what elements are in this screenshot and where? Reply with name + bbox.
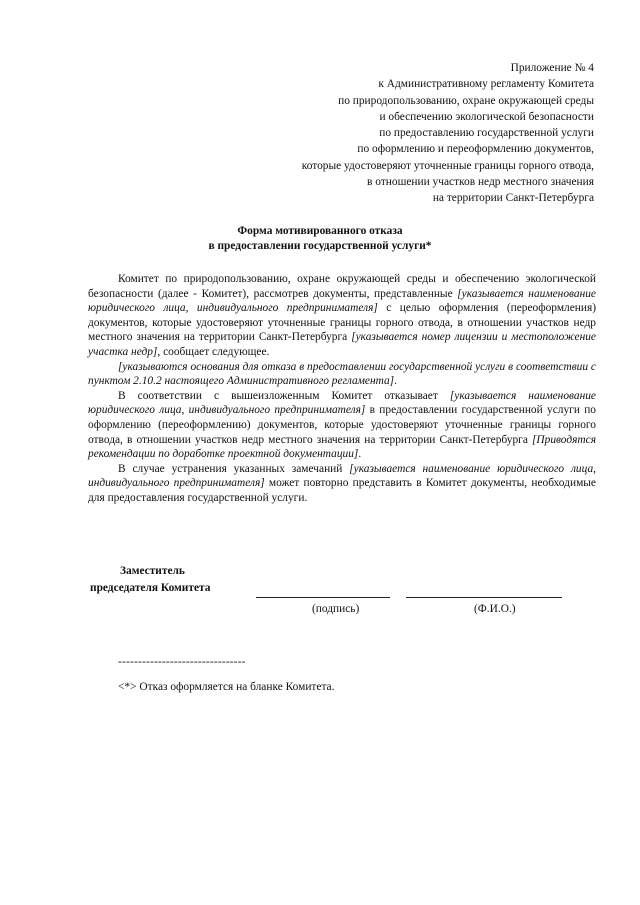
appendix-line: по предоставлению государственной услуги bbox=[379, 127, 594, 140]
signature-line bbox=[256, 597, 390, 598]
letter-body bbox=[88, 272, 596, 506]
signer-title bbox=[90, 563, 210, 597]
text-segment: В случае устранения указанных замечаний bbox=[118, 462, 350, 475]
footnote-separator: -------------------------------- bbox=[118, 656, 246, 668]
placeholder-license-number: [указывается номер лицензии и местоположение участка недр] bbox=[88, 331, 596, 358]
signature-caption: (подпись) bbox=[312, 603, 360, 615]
footnote-text: <*> Отказ оформляется на бланке Комитета. bbox=[118, 681, 335, 693]
appendix-line: и обеспечению экологической безопасности bbox=[379, 110, 594, 123]
placeholder-recommendations: [Приводятся рекомендации по доработке проектной документации] bbox=[88, 433, 596, 461]
paragraph-4 bbox=[88, 462, 596, 506]
paragraph-3 bbox=[88, 389, 596, 462]
text-segment: в предоставлении государственной услуги по оформлению (переоформлению) документов, которые удостоверяют уточненные границы горного отвода, в отношении участков недр местного значения на территории Санкт-Петербурга bbox=[88, 404, 596, 446]
signer-role-line1: Заместитель bbox=[120, 565, 185, 577]
paragraph-2 bbox=[88, 360, 596, 389]
text-segment: может повторно представить в Комитет документы, необходимые для предоставления государственной услуги. bbox=[88, 477, 596, 504]
placeholder-applicant-name: [указывается наименование юридического лица, индивидуального предпринимателя] bbox=[88, 389, 596, 417]
form-title bbox=[0, 224, 640, 254]
form-title-line1: Форма мотивированного отказа bbox=[237, 225, 403, 237]
form-title-line2: в предоставлении государственной услуги* bbox=[208, 240, 432, 252]
appendix-line: к Административному регламенту Комитета bbox=[378, 78, 594, 91]
appendix-line: на территории Санкт-Петербурга bbox=[432, 192, 594, 205]
paragraph-1 bbox=[88, 272, 596, 360]
name-line bbox=[406, 597, 562, 598]
appendix-line: по природопользованию, охране окружающей среды bbox=[338, 94, 594, 107]
placeholder-applicant-name: [указывается наименование юридического лица, индивидуального предпринимателя] bbox=[88, 462, 596, 490]
appendix-line: в отношении участков недр местного значения bbox=[367, 176, 594, 189]
text-segment: с целью оформления (переоформления) документов, которые удостоверяют уточненные границы горного отвода, в отношении участков недр местного значения на территории Санкт-Петербурга bbox=[88, 302, 596, 344]
placeholder-applicant-name: [указывается наименование юридического лица, индивидуального предпринимателя] bbox=[88, 287, 596, 315]
appendix-line: которые удостоверяют уточненные границы горного отвода, bbox=[301, 159, 594, 172]
appendix-header bbox=[174, 60, 594, 207]
text-segment: В соответствии с вышеизложенным Комитет отказывает bbox=[118, 389, 450, 402]
placeholder-refusal-grounds: [указываются основания для отказа в предоставлении государственной услуги в соответствии с пунктом 2.10.2 настоящего Административного регламента] bbox=[88, 360, 596, 388]
appendix-line: Приложение № 4 bbox=[510, 62, 594, 74]
text-segment: . bbox=[358, 448, 362, 461]
text-segment: . bbox=[394, 375, 397, 388]
appendix-line: по оформлению и переоформлению документов, bbox=[357, 143, 594, 156]
text-segment: Комитет по природопользованию, охране окружающей среды и обеспечению экологической безопасности (далее - Комитет), рассмотрев документы, представленные bbox=[88, 273, 596, 300]
signer-role-line2: председателя Комитета bbox=[90, 582, 211, 594]
name-caption: (Ф.И.О.) bbox=[474, 603, 516, 615]
text-segment: , сообщает следующее. bbox=[157, 345, 270, 358]
